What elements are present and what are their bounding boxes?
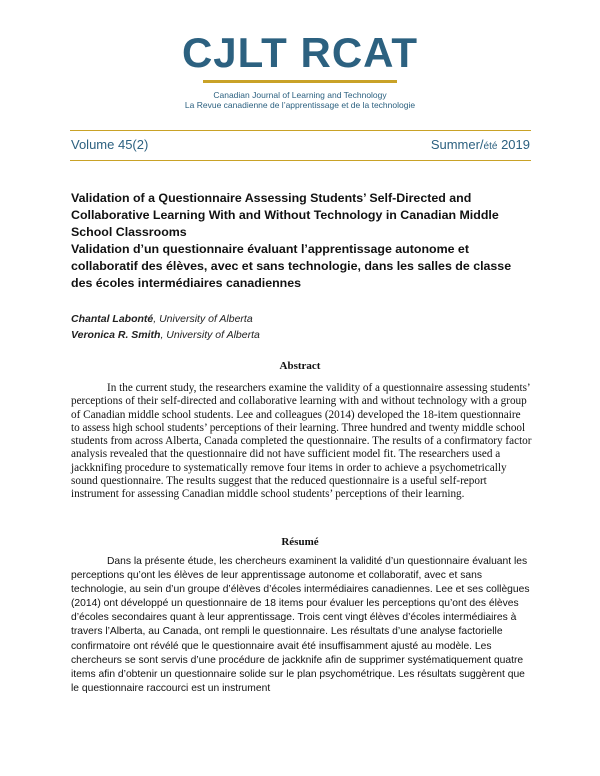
abstract-text: In the current study, the researchers examine the validity of a questionnaire assessing students’ perceptions of their self-directed and collaborative learning with and without technology with a group of Canadian middle school students. Lee and colleagues (2014) developed the 18-item questionnaire to assess high school students’ perceptions of their learning. Three hundred and twenty middle school students from across Alberta, Canada completed the questionnaire. The results of a confirmatory factor analysis revealed that the questionnaire did not have sufficient model fit. The researchers used a jackknifing procedure to systematically remove four items in order to achieve a psychometrically sound questionnaire. The results suggest that the reduced questionnaire is a useful self-report instrument for assessing Canadian middle school students’ perceptions of their learning. — [71, 382, 532, 501]
volume-label: Volume 45(2) — [71, 137, 149, 152]
author-line — [71, 313, 253, 325]
header-bottom-rule — [70, 160, 531, 161]
logo-underline — [203, 80, 397, 83]
abstract-heading: Abstract — [279, 360, 321, 372]
resume-text: Dans la présente étude, les chercheurs examinent la validité d’un questionnaire évaluant les perceptions qu’ont les élèves de leur apprentissage autonome et collaboratif, avec et sans technologie, au sein d’un groupe d’élèves d’écoles intermédiaires canadiennes. Lee et ses collègues (2014) ont développé un questionnaire de 18 items pour évaluer les perceptions qu’ont des élèves d’écoles secondaires quant à leur apprentissage. Trois cent vingt élèves d’écoles intermédiaires à travers l’Alberta, au Canada, ont rempli le questionnaire. Les résultats d’une analyse factorielle confirmatoire ont révélé que le questionnaire avait été insuffisamment ajusté au modèle. Les chercheurs se sont servis d’une procédure de jackknife afin de supprimer systématiquement quatre items afin d’obtenir un questionnaire solide sur le plan psychométrique. Les résultats suggèrent que le questionnaire raccourci est un instrument — [71, 556, 530, 694]
author-line — [71, 329, 260, 341]
article-title-en: Validation of a Questionnaire Assessing Students’ Self-Directed and Collaborative Learning With and Without Technology in Canadian Middle School Classrooms — [71, 191, 499, 239]
season-en: Summer/ — [430, 137, 484, 152]
season-fr: été — [483, 141, 498, 152]
header-top-rule — [70, 130, 531, 131]
issue-year: 2019 — [497, 137, 530, 152]
issue-season — [431, 137, 530, 152]
author-name: Chantal Labonté — [71, 313, 154, 325]
article-title-fr: Validation d’un questionnaire évaluant l’apprentissage autonome et collaboratif des élèves, avec et sans technologie, dans les salles de classe des écoles intermédiaires canadiennes — [71, 242, 512, 290]
journal-logo: CJLT RCAT — [181, 29, 419, 76]
author-affiliation: , University of Alberta — [160, 329, 260, 341]
resume-heading: Résumé — [281, 536, 319, 548]
journal-subtitle-en: Canadian Journal of Learning and Technology — [213, 90, 387, 100]
author-name: Veronica R. Smith — [71, 329, 161, 341]
author-affiliation: , University of Alberta — [153, 313, 253, 325]
journal-subtitle-fr: La Revue canadienne de l’apprentissage et de la technologie — [184, 100, 416, 110]
